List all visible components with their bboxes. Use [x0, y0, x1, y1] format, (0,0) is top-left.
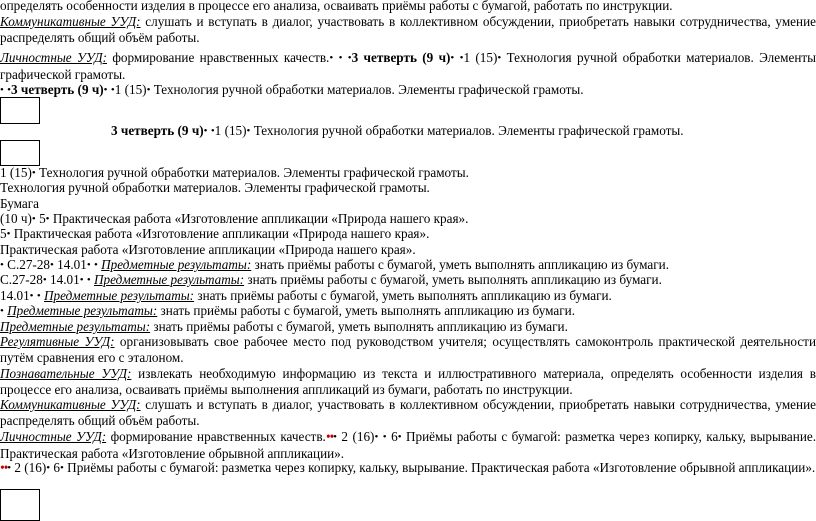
subject-results-text: знать приёмы работы с бумагой, уметь выполнять аппликацию из бумаги.: [194, 288, 612, 303]
bullet-icon: •: [347, 52, 352, 64]
hours-label: (10 ч): [0, 211, 32, 226]
topic-text: Технология ручной обработки материалов. Элементы графической грамоты.: [35, 165, 469, 180]
lesson-number: 6: [50, 460, 61, 475]
subject-results-label: Предметные результаты:: [94, 272, 245, 287]
lesson-number: 5: [0, 226, 7, 241]
personal-paragraph: [0, 50, 816, 82]
topic-text: Технология ручной обработки материалов. Элементы графической грамоты.: [150, 82, 584, 97]
bullet-icon: •: [86, 274, 91, 286]
personal-label: Личностные УУД:: [0, 429, 107, 444]
bullet-icon: •: [46, 462, 51, 474]
subject-results-label: Предметные результаты:: [0, 319, 151, 334]
lesson-number: 1 (15): [214, 123, 247, 138]
regulative-paragraph: [0, 334, 816, 365]
bullet-icon: •: [333, 431, 337, 443]
text-line: [111, 123, 816, 140]
bullet-icon: •: [0, 305, 4, 317]
subject-results-text: знать приёмы работы с бумагой, уметь выполнять аппликацию из бумаги.: [244, 272, 662, 287]
empty-cell-box: [0, 140, 40, 166]
bullet-icon: •: [103, 84, 108, 96]
subject-results-label: Предметные результаты:: [43, 288, 195, 303]
text-line: [0, 272, 816, 289]
bullet-icon: •: [382, 431, 387, 443]
subject-results-text: знать приёмы работы с бумагой, уметь выполнять аппликацию из бумаги.: [251, 257, 670, 272]
regulative-text: организовывать свое рабочее место под руководством учителя; осуществлять самоконтроль практической деятельности путём сравнения его с эталоном.: [0, 334, 816, 365]
text-line: [0, 180, 816, 196]
bullet-icon: •: [45, 213, 50, 225]
bullet-icon: •: [42, 274, 47, 286]
bullet-icon: •: [459, 52, 464, 64]
personal-text: формирование нравственных качеств.: [106, 429, 326, 444]
text-line: [0, 319, 816, 335]
personal-paragraph: [0, 429, 816, 461]
lesson-number: 2 (16): [14, 460, 47, 475]
bullet-icon: •: [397, 431, 402, 443]
regulative-label: Регулятивные УУД:: [0, 334, 115, 349]
red-bullet-icon: ••: [325, 429, 334, 444]
lesson-number: 1 (15): [0, 165, 32, 180]
bullet-icon: •: [29, 290, 34, 302]
bullet-icon: •: [203, 125, 208, 137]
bullet-icon: •: [497, 52, 502, 64]
personal-text: формирование нравственных качеств.: [107, 50, 330, 65]
subject-results-label: Предметные результаты:: [7, 303, 158, 318]
date-text: 14.01: [53, 257, 87, 272]
subject-results-text: знать приёмы работы с бумагой, уметь выполнять аппликацию из бумаги.: [157, 303, 576, 318]
subject-results-label: Предметные результаты:: [101, 257, 252, 272]
communicative-text: слушать и вступать в диалог, участвовать в коллективном обсуждении, приобретать навыки сотрудничества, умение распределять общий объём работы.: [0, 397, 816, 428]
date-text: 14.01: [46, 272, 80, 287]
practical-work-text: Практическая работа «Изготовление аппликации «Природа нашего края».: [49, 211, 469, 226]
subject-results-text: знать приёмы работы с бумагой, уметь выполнять аппликацию из бумаги.: [150, 319, 568, 334]
lesson-number: 6: [386, 429, 398, 444]
bullet-icon: •: [86, 259, 91, 271]
section-title: Бумага: [0, 196, 40, 211]
page-ref: С.27-28: [3, 257, 51, 272]
bullet-icon: •: [94, 259, 98, 271]
bullet-icon: •: [450, 52, 455, 64]
bullet-icon: •: [7, 462, 12, 474]
communicative-label: Коммуникативные УУД:: [0, 397, 141, 412]
lesson-number: 1 (15): [114, 82, 147, 97]
instruction-text: определять особенности изделия в процессе его анализа, осваивать приёмы работы с бумагой, работать по инструкции.: [0, 0, 673, 13]
text-line: [0, 242, 816, 258]
bullet-icon: •: [338, 52, 343, 64]
topic-text: Технология ручной обработки материалов. Элементы графической грамоты.: [0, 180, 430, 195]
bullet-icon: •: [246, 125, 251, 137]
communicative-text: слушать и вступать в диалог, участвовать в коллективном обсуждении, приобретать навыки сотрудничества, умение распределять общий объём работы.: [0, 14, 816, 45]
text-line: [0, 196, 816, 212]
cognitive-text: извлекать необходимую информацию из текста и иллюстративного материала, определять особенности изделия в процессе его анализа, осваивать приёмы выполнения аппликаций из бумаги, работать по инструкции.: [0, 366, 816, 397]
bullet-icon: •: [110, 84, 115, 96]
empty-cell-box: [0, 489, 40, 521]
lesson-number: 5: [35, 211, 46, 226]
quarter-heading: 3 четверть (9 ч): [11, 82, 104, 97]
text-line: [0, 82, 816, 99]
personal-label: Личностные УУД:: [0, 50, 107, 65]
lesson-number: 2 (16): [341, 429, 375, 444]
bullet-icon: •: [7, 84, 12, 96]
practical-work-text: Практическая работа «Изготовление аппликации «Природа нашего края».: [10, 226, 430, 241]
cognitive-paragraph: [0, 366, 816, 397]
bullet-icon: •: [329, 52, 334, 64]
bullet-icon: •: [0, 259, 4, 271]
lesson-number: 1 (15): [463, 50, 498, 65]
bullet-icon: •: [50, 259, 54, 271]
empty-cell-box: [0, 97, 40, 124]
bullet-icon: •: [210, 125, 215, 137]
cognitive-label: Познавательные УУД:: [0, 366, 132, 381]
bullet-icon: •: [31, 213, 36, 225]
topic-text: Технология ручной обработки материалов. Элементы графической грамоты.: [250, 123, 684, 138]
bullet-icon: •: [0, 84, 4, 96]
bullet-icon: •: [6, 228, 11, 240]
practical-work-text: Практическая работа «Изготовление аппликации «Природа нашего края».: [0, 242, 416, 257]
text-line: [0, 303, 816, 320]
text-line: [0, 226, 816, 243]
page-ref: С.27-28: [0, 272, 43, 287]
bullet-icon: •: [146, 84, 151, 96]
communicative-paragraph: [0, 397, 816, 428]
techniques-paragraph: [0, 460, 816, 477]
topic-text: Технология ручной обработки материалов. Элементы графической грамоты.: [0, 50, 816, 82]
techniques-text: Приёмы работы с бумагой: разметка через копирку, кальку, вырывание. Практическая работа «Изготовление обрывной аппликации».: [0, 429, 816, 461]
bullet-icon: •: [31, 167, 36, 179]
text-line: [0, 0, 816, 14]
communicative-paragraph: [0, 14, 816, 45]
bullet-icon: •: [79, 274, 84, 286]
quarter-heading: 3 четверть (9 ч): [351, 50, 451, 65]
communicative-label: Коммуникативные УУД:: [0, 14, 141, 29]
bullet-icon: •: [60, 462, 64, 474]
red-bullet-icon: ••: [0, 460, 8, 475]
date-text: 14.01: [0, 288, 30, 303]
bullet-icon: •: [36, 290, 41, 302]
quarter-heading: 3 четверть (9 ч): [111, 123, 204, 138]
bullet-icon: •: [374, 431, 379, 443]
techniques-text: Приёмы работы с бумагой: разметка через копирку, кальку, вырывание. Практическая работа «Изготовление обрывной аппликации».: [63, 460, 816, 475]
